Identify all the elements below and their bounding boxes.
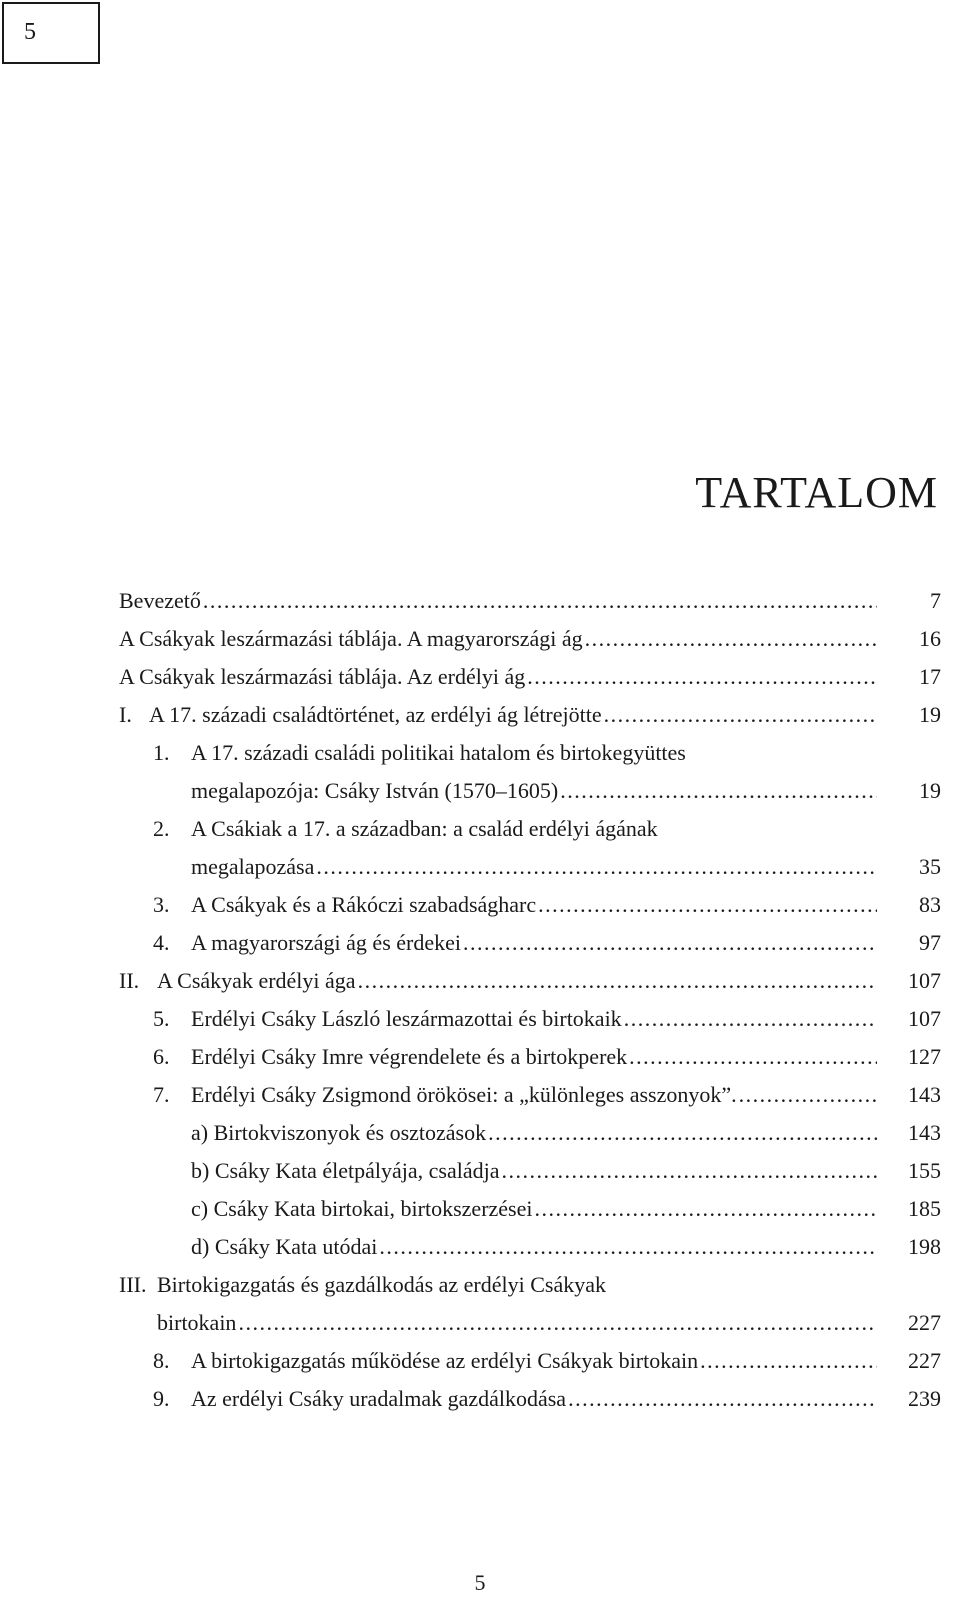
toc-page-number: 127 (908, 1044, 941, 1069)
toc-page-number: 155 (908, 1158, 941, 1183)
toc-entry-title: Az erdélyi Csáky uradalmak gazdálkodása (191, 1386, 567, 1411)
toc-entry (119, 1152, 941, 1190)
toc-entry-title: Bevezető (119, 588, 201, 613)
toc-leader-dots (560, 772, 877, 810)
toc-page-number: 19 (919, 778, 941, 803)
toc-entry (119, 1076, 941, 1114)
toc-page-number: 83 (919, 892, 941, 917)
toc-entry-title: Birtokigazgatás és gazdálkodás az erdélyi Csákyak (157, 1272, 607, 1297)
toc-entry (119, 734, 941, 772)
table-of-contents (119, 582, 941, 1418)
toc-entry (119, 924, 941, 962)
toc-entry (119, 1114, 941, 1152)
toc-entry (119, 1190, 941, 1228)
toc-entry-number: I. (119, 702, 132, 727)
toc-leader-dots (238, 1304, 877, 1342)
toc-entry-number: 6. (153, 1044, 170, 1069)
toc-entry (119, 1380, 941, 1418)
toc-entry (119, 1304, 941, 1342)
toc-page-number: 19 (919, 702, 941, 727)
toc-page-number: 143 (908, 1120, 941, 1145)
footer-page-number: 5 (474, 1570, 486, 1595)
page-title: TARTALOM (695, 468, 938, 517)
toc-entry-title: A Csákiak a 17. a században: a család erdélyi ágának (191, 816, 658, 841)
toc-page-number: 97 (919, 930, 941, 955)
toc-page-number: 227 (908, 1348, 941, 1373)
toc-page-number: 185 (908, 1196, 941, 1221)
toc-leader-dots (700, 1342, 877, 1380)
toc-entry-title: birtokain (157, 1310, 237, 1335)
toc-entry-number: 9. (153, 1386, 170, 1411)
toc-leader-dots (585, 620, 877, 658)
toc-leader-dots (358, 962, 877, 1000)
toc-entry (119, 620, 941, 658)
toc-leader-dots (501, 1152, 877, 1190)
toc-entry-title: a) Birtokviszonyok és osztozások (191, 1120, 487, 1145)
toc-page-number: 7 (930, 588, 941, 613)
toc-entry-number: 3. (153, 892, 170, 917)
toc-entry (119, 962, 941, 1000)
toc-leader-dots (527, 658, 877, 696)
toc-leader-dots (739, 1076, 877, 1114)
toc-entry (119, 886, 941, 924)
toc-entry-title: A Csákyak és a Rákóczi szabadságharc (191, 892, 537, 917)
toc-entry (119, 1228, 941, 1266)
toc-leader-dots (534, 1190, 877, 1228)
toc-page-number: 107 (908, 1006, 941, 1031)
toc-entry-title: A birtokigazgatás működése az erdélyi Csákyak birtokain (191, 1348, 699, 1373)
toc-entry-title: b) Csáky Kata életpályája, családja (191, 1158, 500, 1183)
toc-leader-dots (624, 1000, 877, 1038)
toc-entry-title: c) Csáky Kata birtokai, birtokszerzései (191, 1196, 533, 1221)
toc-entry (119, 1038, 941, 1076)
toc-entry-title: Erdélyi Csáky Imre végrendelete és a birtokperek (191, 1044, 628, 1069)
toc-entry-number: 4. (153, 930, 170, 955)
toc-entry-number: 2. (153, 816, 170, 841)
toc-page-number: 227 (908, 1310, 941, 1335)
toc-leader-dots (568, 1380, 877, 1418)
toc-entry (119, 1342, 941, 1380)
toc-leader-dots (488, 1114, 877, 1152)
toc-entry-title: d) Csáky Kata utódai (191, 1234, 378, 1259)
toc-entry-title: A Csákyak leszármazási táblája. A magyarországi ág (119, 626, 583, 651)
toc-entry-number: II. (119, 968, 140, 993)
toc-page-number: 198 (908, 1234, 941, 1259)
toc-entry (119, 848, 941, 886)
toc-entry-title: Erdélyi Csáky László leszármazottai és birtokaik (191, 1006, 622, 1031)
toc-entry-number: 1. (153, 740, 170, 765)
toc-leader-dots (538, 886, 877, 924)
toc-leader-dots (629, 1038, 877, 1076)
toc-page-number: 143 (908, 1082, 941, 1107)
toc-entry-number: 8. (153, 1348, 170, 1373)
toc-entry (119, 582, 941, 620)
toc-entry (119, 696, 941, 734)
toc-entry (119, 1266, 941, 1304)
toc-entry (119, 658, 941, 696)
toc-entry-number: 5. (153, 1006, 170, 1031)
toc-entry (119, 1000, 941, 1038)
toc-entry-title: A 17. századi családi politikai hatalom és birtokegyüttes (191, 740, 686, 765)
toc-entry (119, 810, 941, 848)
toc-entry-title: megalapozója: Csáky István (1570–1605) (191, 778, 559, 803)
toc-page-number: 239 (908, 1386, 941, 1411)
toc-entry-number: 7. (153, 1082, 170, 1107)
toc-leader-dots (463, 924, 877, 962)
toc-page-number: 16 (919, 626, 941, 651)
toc-entry-title: A Csákyak erdélyi ága (157, 968, 356, 993)
toc-entry (119, 772, 941, 810)
toc-entry-title: megalapozása (191, 854, 315, 879)
toc-page-number: 17 (919, 664, 941, 689)
toc-entry-number: III. (119, 1272, 147, 1297)
toc-leader-dots (316, 848, 877, 886)
toc-page-number: 107 (908, 968, 941, 993)
page-number-box: 5 (2, 2, 100, 64)
toc-entry-title: A magyarországi ág és érdekei (191, 930, 461, 955)
toc-leader-dots (379, 1228, 877, 1266)
toc-entry-title: A Csákyak leszármazási táblája. Az erdélyi ág (119, 664, 526, 689)
toc-page-number: 35 (919, 854, 941, 879)
toc-entry-title: A 17. századi családtörténet, az erdélyi ág létrejötte (149, 702, 602, 727)
toc-leader-dots (604, 696, 877, 734)
toc-entry-title: Erdélyi Csáky Zsigmond örökösei: a „különleges asszonyok”. (191, 1082, 737, 1107)
toc-leader-dots (203, 582, 877, 620)
